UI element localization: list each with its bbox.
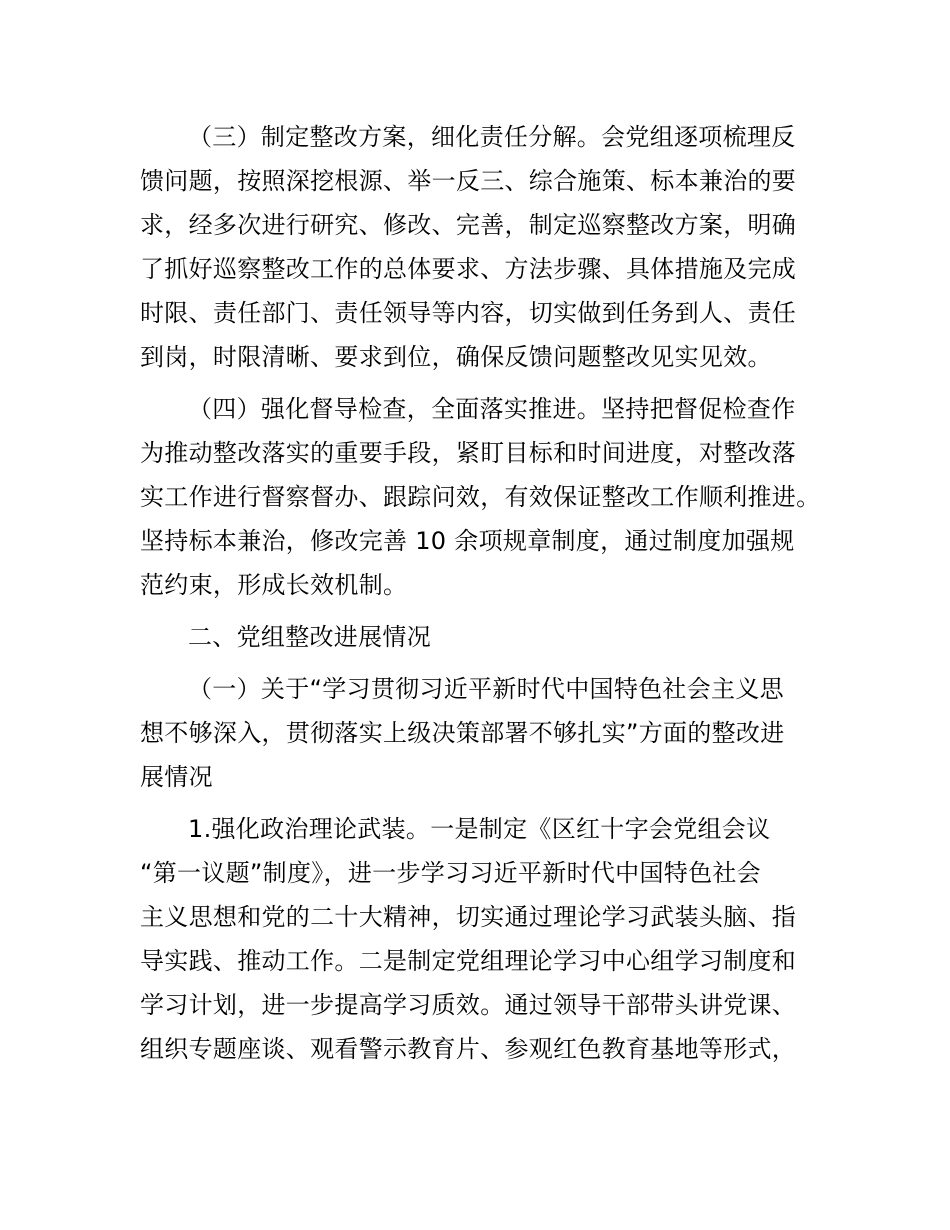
text-line: 时限、责任部门、责任领导等内容，切实做到任务到人、责任 (140, 299, 797, 327)
text-line: 想不够深入，贯彻落实上级决策部署不够扎实”方面的整改进 (140, 719, 785, 747)
text-line: 组织专题座谈、观看警示教育片、参观红色教育基地等形式， (140, 1035, 797, 1063)
text-line: （四）强化督导检查，全面落实推进。坚持把督促检查作 (188, 395, 796, 423)
text-line: （三）制定整改方案，细化责任分解。会党组逐项梳理反 (188, 123, 796, 151)
text-line: 1.强化政治理论武装。一是制定《区红十字会党组会议 (188, 815, 771, 843)
text-line: 导实践、推动工作。二是制定党组理论学习中心组学习制度和 (140, 947, 797, 975)
text-line: 到岗，时限清晰、要求到位，确保反馈问题整改见实见效。 (140, 343, 772, 371)
text-line: 为推动整改落实的重要手段，紧盯目标和时间进度，对整改落 (140, 439, 797, 467)
text-line: 学习计划，进一步提高学习质效。通过领导干部带头讲党课、 (140, 991, 797, 1019)
text-line: 坚持标本兼治，修改完善 10 余项规章制度，通过制度加强规 (140, 527, 795, 555)
text-line: 了抓好巡察整改工作的总体要求、方法步骤、具体措施及完成 (140, 255, 797, 283)
text-line: “第一议题”制度》，进一步学习习近平新时代中国特色社会 (140, 859, 761, 887)
text-line: 范约束，形成长效机制。 (140, 571, 408, 599)
section-heading: 二、党组整改进展情况 (188, 623, 431, 651)
text-line: 求，经多次进行研究、修改、完善，制定巡察整改方案，明确 (140, 211, 797, 239)
text-line: 馈问题，按照深挖根源、举一反三、综合施策、标本兼治的要 (140, 167, 797, 195)
text-line: 实工作进行督察督办、跟踪问效，有效保证整改工作顺利推进。 (140, 483, 821, 511)
text-line: 展情况 (140, 763, 213, 791)
text-line: （一）关于“学习贯彻习近平新时代中国特色社会主义思 (188, 675, 784, 703)
text-line: 主义思想和党的二十大精神，切实通过理论学习武装头脑、指 (140, 903, 797, 931)
